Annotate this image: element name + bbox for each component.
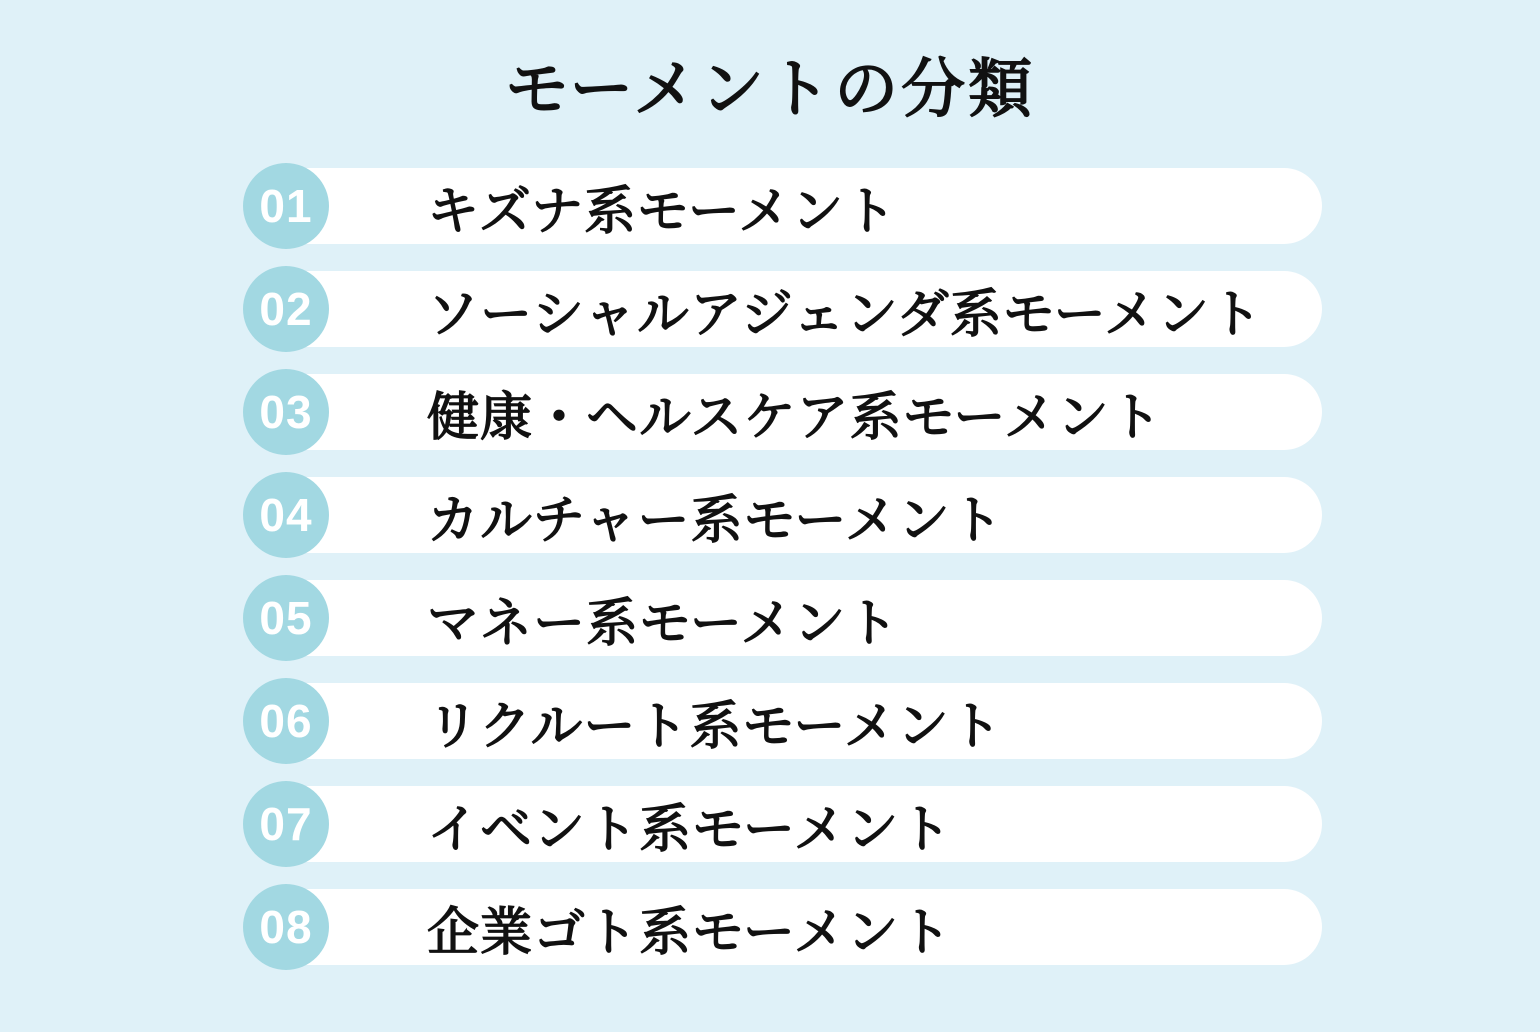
item-number-badge [243, 266, 329, 352]
list-item [243, 266, 1323, 352]
item-number: 07 [259, 798, 313, 850]
item-number: 02 [259, 283, 313, 335]
item-label: マネー系モーメント [427, 594, 900, 653]
item-label: キズナ系モーメント [427, 182, 898, 241]
item-label: イベント系モーメント [427, 800, 953, 859]
item-number: 04 [259, 489, 313, 541]
item-label: ソーシャルアジェンダ系モーメント [427, 285, 1264, 344]
item-pill [245, 580, 1322, 656]
item-number: 05 [259, 592, 313, 644]
item-pill [245, 683, 1322, 759]
item-pill [245, 271, 1322, 347]
item-number-badge [243, 369, 329, 455]
list-item [243, 884, 1323, 970]
list-item [243, 369, 1323, 455]
list-item [243, 472, 1323, 558]
item-pill [245, 477, 1322, 553]
item-number-badge [243, 781, 329, 867]
item-pill [245, 168, 1322, 244]
item-label: カルチャー系モーメント [427, 491, 1004, 550]
moment-list [243, 163, 1323, 987]
list-item [243, 781, 1323, 867]
item-number-badge [243, 575, 329, 661]
list-item [243, 678, 1323, 764]
page-title: モーメントの分類 [504, 53, 1036, 125]
item-label: 健康・ヘルスケア系モーメント [427, 388, 1163, 447]
item-number: 01 [259, 180, 313, 232]
item-pill [245, 374, 1322, 450]
list-item [243, 575, 1323, 661]
item-label: 企業ゴト系モーメント [427, 903, 953, 962]
item-number-badge [243, 163, 329, 249]
item-number-badge [243, 678, 329, 764]
item-number: 03 [259, 386, 313, 438]
item-number: 06 [259, 695, 313, 747]
item-number-badge [243, 472, 329, 558]
item-label: リクルート系モーメント [427, 697, 1003, 756]
item-pill [245, 786, 1322, 862]
list-item [243, 163, 1323, 249]
item-number: 08 [259, 901, 313, 953]
item-pill [245, 889, 1322, 965]
item-number-badge [243, 884, 329, 970]
